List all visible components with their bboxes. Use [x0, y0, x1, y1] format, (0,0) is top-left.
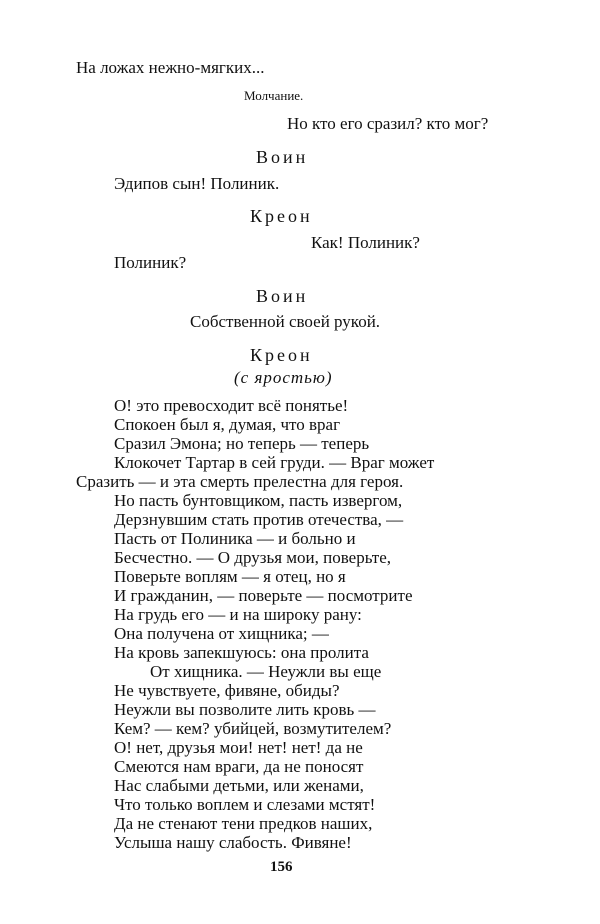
verse-line: Но пасть бунтовщиком, пасть извергом, [114, 491, 403, 510]
verse-line: Сразил Эмона; но теперь — теперь [114, 434, 370, 453]
verse-line: Но кто его сразил? кто мог? [287, 114, 489, 133]
verse-line: От хищника. — Неужли вы еще [150, 662, 382, 681]
verse-line: Дерзнувшим стать против отечества, — [114, 510, 404, 529]
verse-line: Она получена от хищника; — [114, 624, 329, 643]
verse-line: Что только воплем и слезами мстят! [114, 795, 376, 814]
verse-line: И гражданин, — поверьте — посмотрите [114, 586, 413, 605]
verse-line: Нас слабыми детьми, или женами, [114, 776, 364, 795]
verse-line: Спокоен был я, думая, что враг [114, 415, 341, 434]
verse-line: На ложах нежно-мягких... [76, 58, 265, 77]
verse-line: Бесчестно. — О друзья мои, поверьте, [114, 548, 392, 567]
verse-line: Не чувствуете, фивяне, обиды? [114, 681, 340, 700]
page-number: 156 [270, 859, 293, 875]
stage-direction: Молчание. [244, 88, 304, 103]
stage-direction: (с яростью) [234, 368, 333, 387]
verse-line: Услыша нашу слабость. Фивяне! [114, 833, 352, 852]
verse-line: Клокочет Тартар в сей груди. — Враг может [114, 453, 435, 472]
speaker-name: Воин [256, 147, 309, 167]
verse-line: Пасть от Полиника — и больно и [114, 529, 356, 548]
speaker-name: Креон [250, 206, 313, 226]
verse-line: О! это превосходит всё понятье! [114, 396, 349, 415]
verse-line: Смеются нам враги, да не поносят [114, 757, 364, 776]
speaker-name: Воин [256, 286, 309, 306]
verse-line: Собственной своей рукой. [190, 312, 381, 331]
verse-line: Да не стенают тени предков наших, [114, 814, 373, 833]
verse-line: О! нет, друзья мои! нет! нет! да не [114, 738, 363, 757]
verse-line: Полиник? [114, 253, 187, 272]
verse-line: На кровь запекшуюсь: она пролита [114, 643, 369, 662]
verse-line: Как! Полиник? [311, 233, 420, 252]
speaker-name: Креон [250, 345, 313, 365]
verse-line: Сразить — и эта смерть прелестна для героя. [76, 472, 404, 491]
verse-line: Неужли вы позволите лить кровь — [114, 700, 376, 719]
verse-line: На грудь его — и на широку рану: [114, 605, 362, 624]
verse-line: Кем? — кем? убийцей, возмутителем? [114, 719, 392, 738]
verse-line: Эдипов сын! Полиник. [114, 174, 280, 193]
verse-line: Поверьте воплям — я отец, но я [114, 567, 346, 586]
